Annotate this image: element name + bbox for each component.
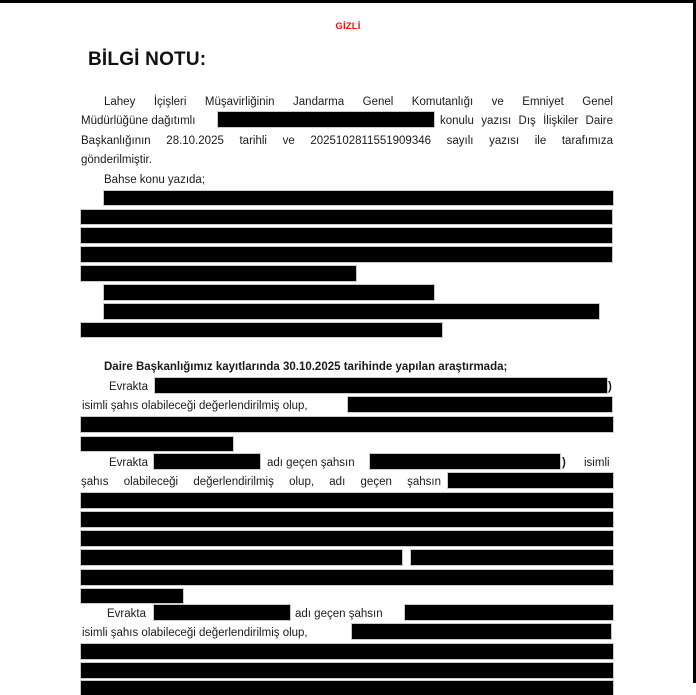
redaction-bar <box>154 454 260 469</box>
paragraph1-line4: gönderilmiştir. <box>81 154 152 166</box>
paragraph4-mid: adı geçen şahsın <box>267 457 355 469</box>
redaction-bar <box>448 473 613 488</box>
redaction-bar <box>81 531 613 546</box>
paragraph1-line3: Başkanlığının 28.10.2025 tarihli ve 2025102811551909346 sayılı yazısı ile tarafımıza <box>81 135 613 147</box>
redaction-bar <box>348 397 612 412</box>
redaction-bar <box>104 304 599 319</box>
redaction-bar <box>81 210 612 224</box>
redaction-bar <box>81 266 356 281</box>
paragraph5-mid: adı geçen şahsın <box>295 608 383 620</box>
paragraph1-line2-before: Müdürlüğüne dağıtımlı <box>81 115 196 127</box>
redaction-bar <box>81 437 233 451</box>
redaction-bar <box>81 512 613 527</box>
paragraph3-close-paren: ) <box>608 381 612 393</box>
redaction-bar <box>104 191 613 205</box>
redaction-bar <box>155 378 607 393</box>
classification-banner: GİZLİ <box>335 21 361 32</box>
redaction-bar <box>81 570 613 585</box>
paragraph3-line2: isimli şahıs olabileceği değerlendirilmiş olup, <box>82 400 308 412</box>
paragraph1-line5: Bahse konu yazıda; <box>104 174 206 186</box>
redaction-bar <box>81 228 612 243</box>
paragraph3-lead: Evrakta <box>109 381 148 393</box>
redaction-bar <box>81 323 442 337</box>
paragraph4-close-paren: ) <box>562 457 566 469</box>
redaction-bar <box>81 644 613 659</box>
paragraph5-lead: Evrakta <box>107 608 146 620</box>
redaction-bar <box>81 417 613 432</box>
redaction-bar <box>370 454 560 469</box>
redaction-bar <box>405 605 613 620</box>
paragraph4-tail: isimli <box>584 457 610 469</box>
redaction-bar <box>81 681 613 695</box>
redaction-bar <box>154 605 290 620</box>
redaction-bar <box>81 493 613 508</box>
redaction-bar <box>81 550 402 565</box>
redaction-bar <box>218 112 434 127</box>
paragraph1-line1: Lahey İçişleri Müşavirliğinin Jandarma Genel Komutanlığı ve Emniyet Genel <box>104 96 613 108</box>
redaction-bar <box>81 663 613 678</box>
document-title: BİLGİ NOTU: <box>88 49 207 70</box>
redaction-bar <box>104 285 434 300</box>
paragraph1-line2-after: konulu yazısı Dış İlişkiler Daire <box>440 115 613 127</box>
redaction-bar <box>81 589 183 603</box>
paragraph4-line2: şahıs olabileceği değerlendirilmiş olup, adı geçen şahsın <box>81 476 441 488</box>
section-heading: Daire Başkanlığımız kayıtlarında 30.10.2025 tarihinde yapılan araştırmada; <box>104 361 508 373</box>
redaction-bar <box>352 624 611 639</box>
page-top-border <box>0 0 696 3</box>
paragraph5-line2: isimli şahıs olabileceği değerlendirilmiş olup, <box>82 627 308 639</box>
redaction-bar <box>411 550 613 565</box>
redaction-bar <box>81 247 612 262</box>
paragraph4-lead: Evrakta <box>109 457 148 469</box>
